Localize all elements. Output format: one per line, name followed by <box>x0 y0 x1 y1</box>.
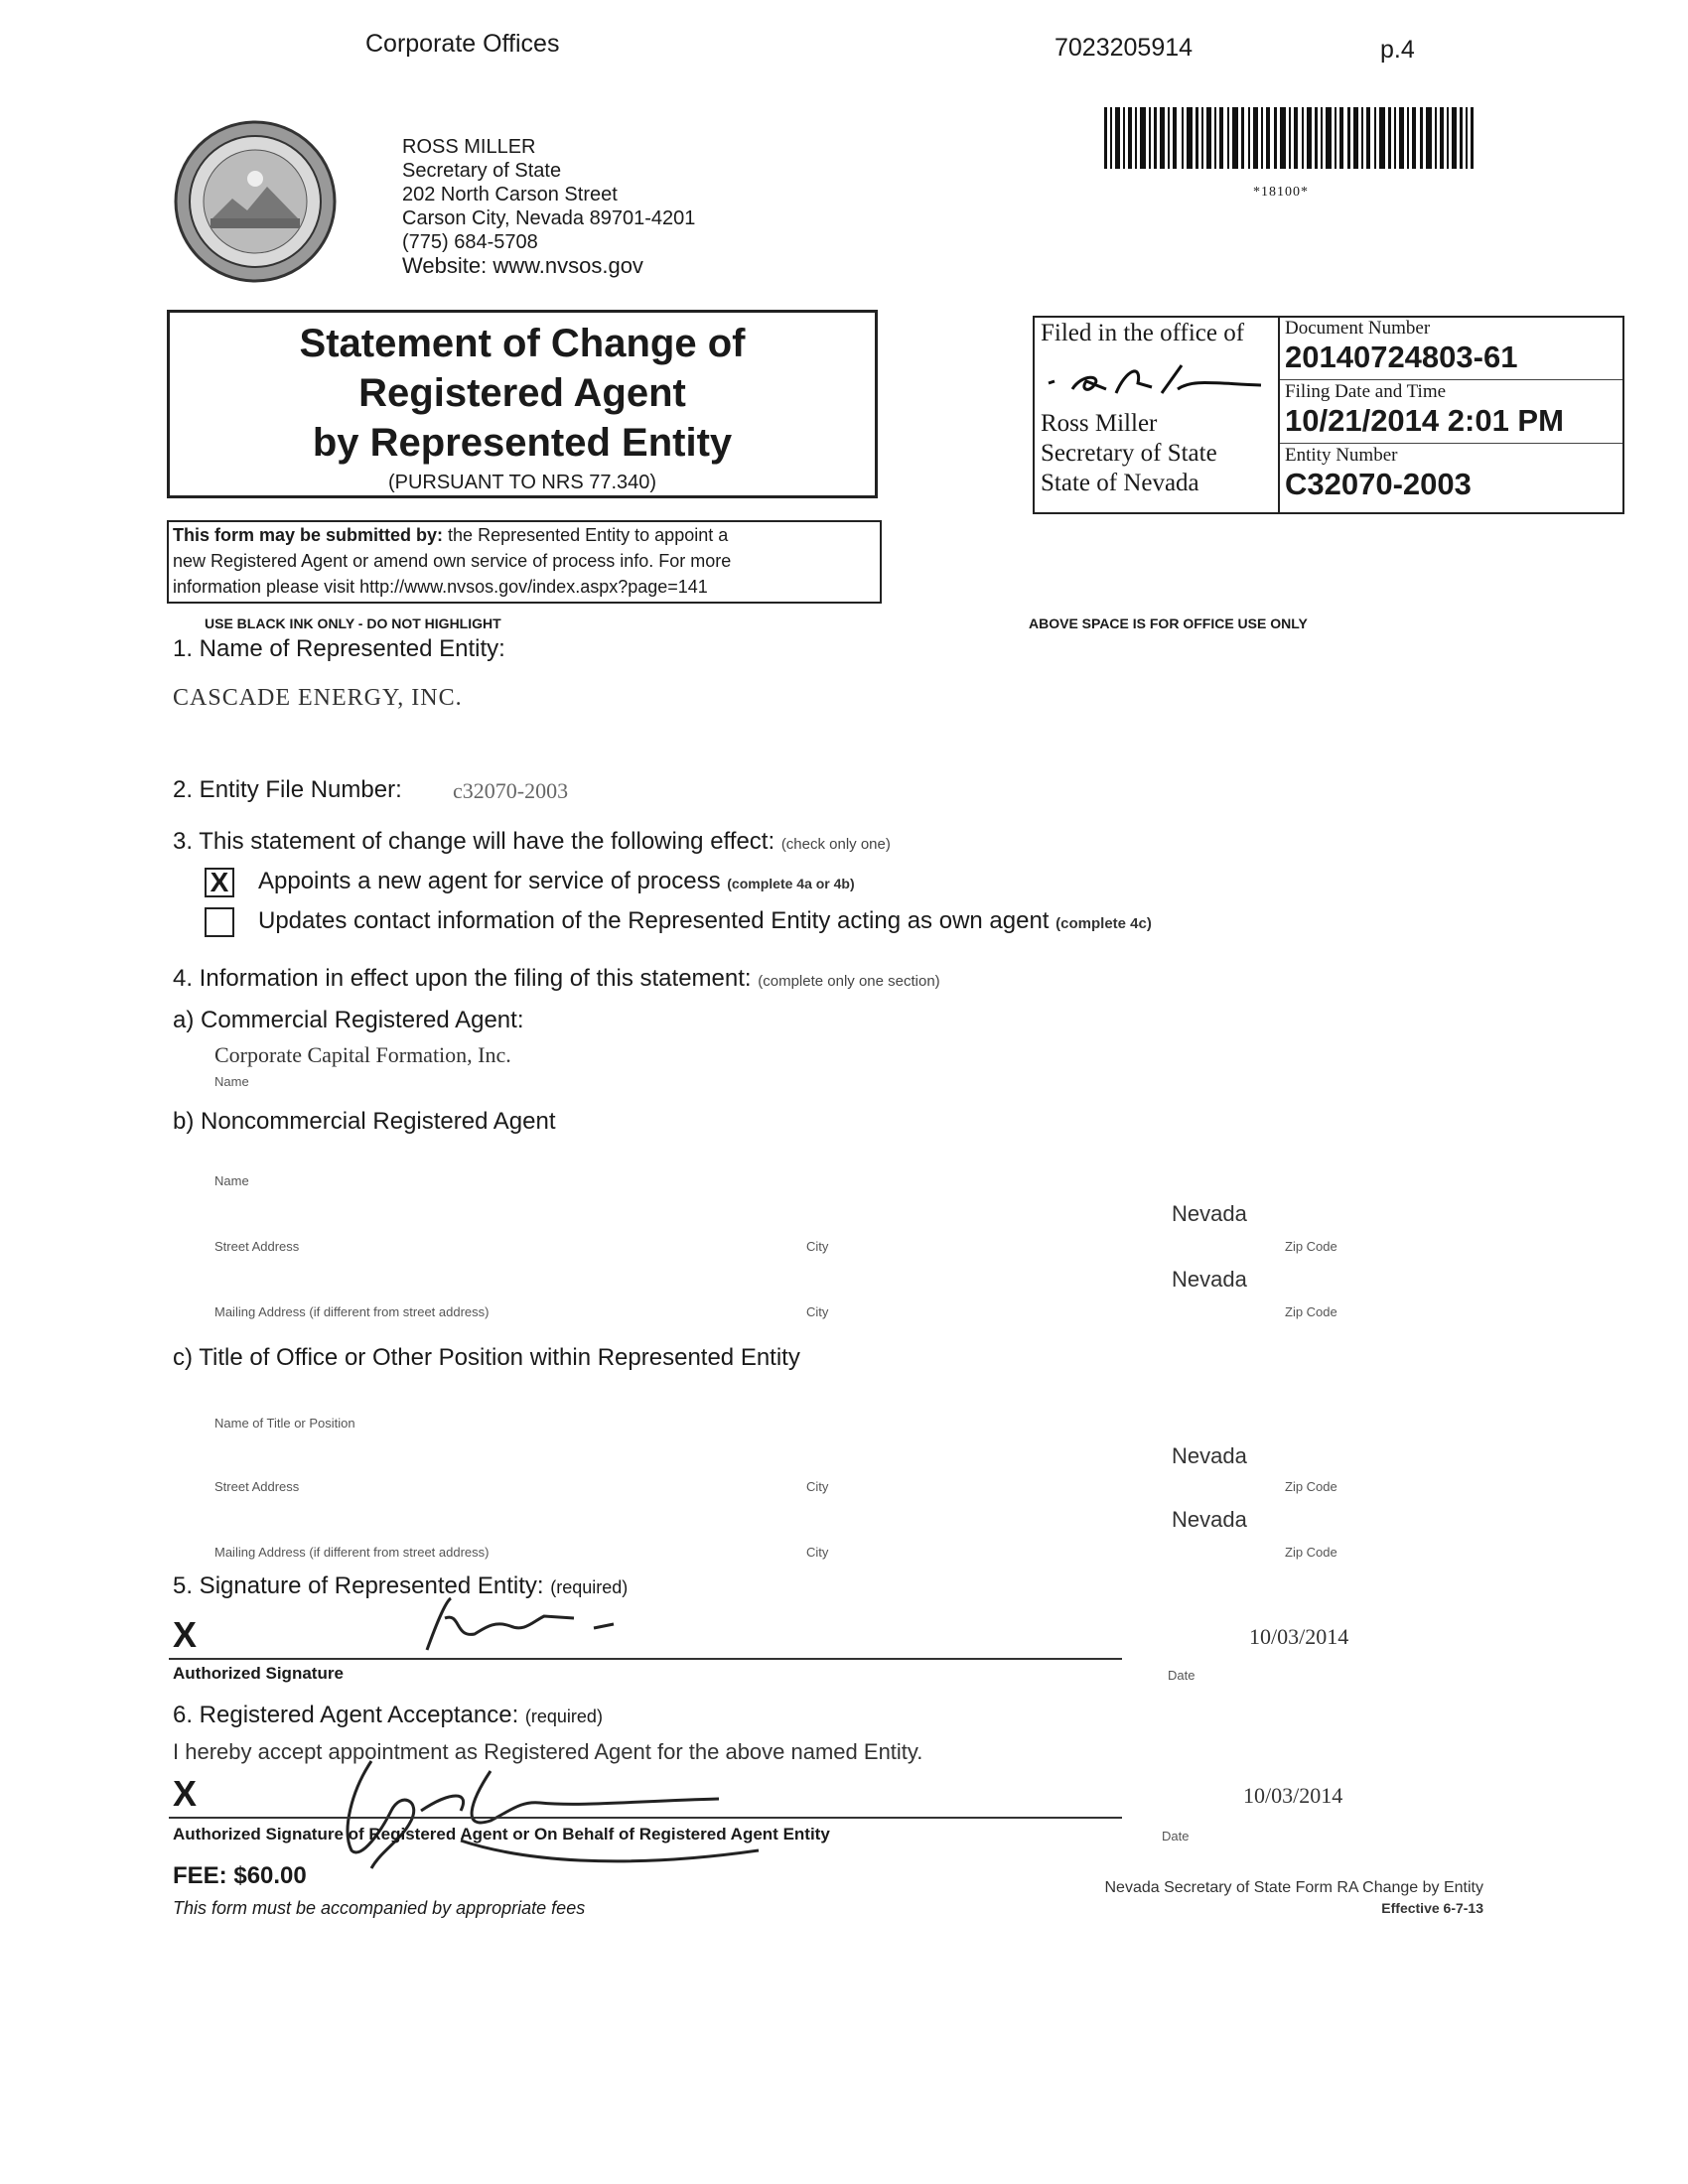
noncommercial-city-label: City <box>806 1239 829 1254</box>
noncommercial-zip-label: Zip Code <box>1285 1239 1337 1254</box>
submit-note-line1: the Represented Entity to appoint a <box>443 525 729 545</box>
position-title-label: Name of Title or Position <box>214 1416 355 1431</box>
office-city: Carson City, Nevada 89701-4201 <box>402 207 696 229</box>
form-title-line3: by Represented Entity <box>312 421 733 465</box>
section5-date[interactable]: 10/03/2014 <box>1249 1624 1349 1649</box>
section4-hint: (complete only one section) <box>758 973 940 990</box>
section5-date-label: Date <box>1168 1668 1196 1683</box>
position-city2-label: City <box>806 1545 829 1560</box>
filing-date: 10/21/2014 2:01 PM <box>1285 403 1564 438</box>
noncommercial-mailing-label: Mailing Address (if different from street address) <box>214 1304 490 1319</box>
document-number: 20140724803-61 <box>1285 340 1518 374</box>
barcode-number: *18100* <box>1253 185 1309 200</box>
position-zip-label: Zip Code <box>1285 1479 1337 1494</box>
form-footer-line1: Nevada Secretary of State Form RA Change by Entity <box>1104 1879 1483 1896</box>
office-title: Secretary of State <box>402 160 562 182</box>
noncommercial-zip2-label: Zip Code <box>1285 1304 1337 1319</box>
ink-note: USE BLACK INK ONLY - DO NOT HIGHLIGHT <box>205 615 501 631</box>
secretary-signature <box>1043 359 1271 403</box>
fax-page-number: p.4 <box>1380 36 1415 64</box>
signer-block <box>1041 409 1217 498</box>
section6-label: 6. Registered Agent Acceptance: <box>173 1702 519 1728</box>
barcode <box>1104 107 1474 169</box>
section4c-label: c) Title of Office or Other Position within Represented Entity <box>173 1344 800 1371</box>
section3-row <box>173 828 891 856</box>
position-mailing-label: Mailing Address (if different from street address) <box>214 1545 490 1560</box>
option-update-label: Updates contact information of the Represented Entity acting as own agent <box>258 907 1050 934</box>
option-update <box>258 907 1152 935</box>
position-street-label: Street Address <box>214 1479 300 1494</box>
filed-label: Filed in the office of <box>1041 320 1245 346</box>
form-title-line1: Statement of Change of <box>299 322 746 365</box>
commercial-agent-name[interactable]: Corporate Capital Formation, Inc. <box>214 1042 511 1067</box>
nevada-seal-icon <box>173 119 338 284</box>
section5-hint: (required) <box>550 1577 629 1597</box>
agent-signature[interactable] <box>322 1751 778 1880</box>
fee-note: This form must be accompanied by appropriate fees <box>173 1898 586 1918</box>
section4b-label: b) Noncommercial Registered Agent <box>173 1108 556 1135</box>
option-appoint-label: Appoints a new agent for service of process <box>258 868 721 894</box>
signer-state: State of Nevada <box>1041 470 1199 496</box>
section6-x-mark: X <box>173 1773 198 1814</box>
filing-row-divider <box>1280 379 1622 380</box>
section5-signature-label: Authorized Signature <box>173 1664 344 1683</box>
noncommercial-city2-label: City <box>806 1304 829 1319</box>
option-update-hint: (complete 4c) <box>1055 915 1152 932</box>
website-label: Website: <box>402 253 488 278</box>
fee-label: FEE: <box>173 1862 227 1889</box>
section4-row <box>173 965 940 993</box>
entity-file-number[interactable]: c32070-2003 <box>453 778 569 803</box>
position-state-2: Nevada <box>1172 1507 1247 1532</box>
office-phone: (775) 684-5708 <box>402 231 538 253</box>
section6-row <box>173 1702 603 1729</box>
office-website-row <box>402 254 695 278</box>
form-title-line2: Registered Agent <box>358 371 686 415</box>
section5-label: 5. Signature of Represented Entity: <box>173 1572 544 1599</box>
acceptance-statement: I hereby accept appointment as Registered Agent for the above named Entity. <box>173 1739 923 1764</box>
section2-label: 2. Entity File Number: <box>173 776 402 803</box>
submit-note-line3: information please visit http://www.nvsos.gov/index.aspx?page=141 <box>173 577 708 597</box>
signer-title: Secretary of State <box>1041 440 1217 467</box>
section3-label: 3. This statement of change will have the following effect: <box>173 828 775 855</box>
option-appoint-checkbox[interactable]: X <box>205 868 234 897</box>
signer-name: Ross Miller <box>1041 410 1158 437</box>
office-address <box>402 135 695 278</box>
noncommercial-street-label: Street Address <box>214 1239 300 1254</box>
section4a-label: a) Commercial Registered Agent: <box>173 1007 524 1033</box>
noncommercial-state-2: Nevada <box>1172 1267 1247 1292</box>
noncommercial-state: Nevada <box>1172 1201 1247 1226</box>
entity-signature[interactable] <box>415 1588 733 1658</box>
entity-number-label: Entity Number <box>1285 445 1398 466</box>
submit-note-lead: This form may be submitted by: <box>173 525 444 545</box>
office-name: ROSS MILLER <box>402 136 536 158</box>
document-number-label: Document Number <box>1285 318 1431 339</box>
form-footer <box>1066 1878 1483 1918</box>
fee-amount: $60.00 <box>233 1862 307 1889</box>
section6-signature-line <box>169 1817 1122 1819</box>
filing-date-label: Filing Date and Time <box>1285 381 1447 402</box>
option-update-checkbox[interactable] <box>205 907 234 937</box>
section6-signature-label: Authorized Signature of Registered Agent or On Behalf of Registered Agent Entity <box>173 1825 830 1843</box>
commercial-agent-name-label: Name <box>214 1074 249 1089</box>
position-zip2-label: Zip Code <box>1285 1545 1337 1560</box>
website-link[interactable]: www.nvsos.gov <box>492 253 643 278</box>
office-use-note: ABOVE SPACE IS FOR OFFICE USE ONLY <box>1029 615 1308 631</box>
represented-entity-name[interactable]: CASCADE ENERGY, INC. <box>173 685 463 711</box>
submit-note-line2: new Registered Agent or amend own service of process info. For more <box>173 551 732 571</box>
section6-date[interactable]: 10/03/2014 <box>1243 1783 1343 1808</box>
submit-note-box <box>167 520 882 604</box>
fee-row <box>173 1862 307 1890</box>
form-statute: (PURSUANT TO NRS 77.340) <box>387 472 657 493</box>
filing-box-right <box>1280 318 1622 512</box>
section1-label: 1. Name of Represented Entity: <box>173 635 505 662</box>
section5-signature-line <box>169 1658 1122 1660</box>
entity-number: C32070-2003 <box>1285 467 1472 501</box>
section3-hint: (check only one) <box>780 836 891 853</box>
form-footer-line2: Effective 6-7-13 <box>1381 1900 1483 1916</box>
position-city-label: City <box>806 1479 829 1494</box>
noncommercial-name-label: Name <box>214 1173 249 1188</box>
section4-label: 4. Information in effect upon the filing of this statement: <box>173 965 752 992</box>
section6-date-label: Date <box>1162 1829 1190 1843</box>
form-title-box <box>167 310 878 498</box>
option-appoint-hint: (complete 4a or 4b) <box>727 876 855 891</box>
section6-hint: (required) <box>524 1706 603 1726</box>
office-street: 202 North Carson Street <box>402 184 618 205</box>
section5-x-mark: X <box>173 1614 198 1655</box>
fax-sender: Corporate Offices <box>365 30 560 58</box>
option-appoint <box>258 868 855 895</box>
position-state: Nevada <box>1172 1443 1247 1468</box>
filing-row-divider <box>1280 443 1622 444</box>
fax-phone: 7023205914 <box>1055 34 1194 62</box>
filing-stamp-box <box>1033 316 1624 514</box>
